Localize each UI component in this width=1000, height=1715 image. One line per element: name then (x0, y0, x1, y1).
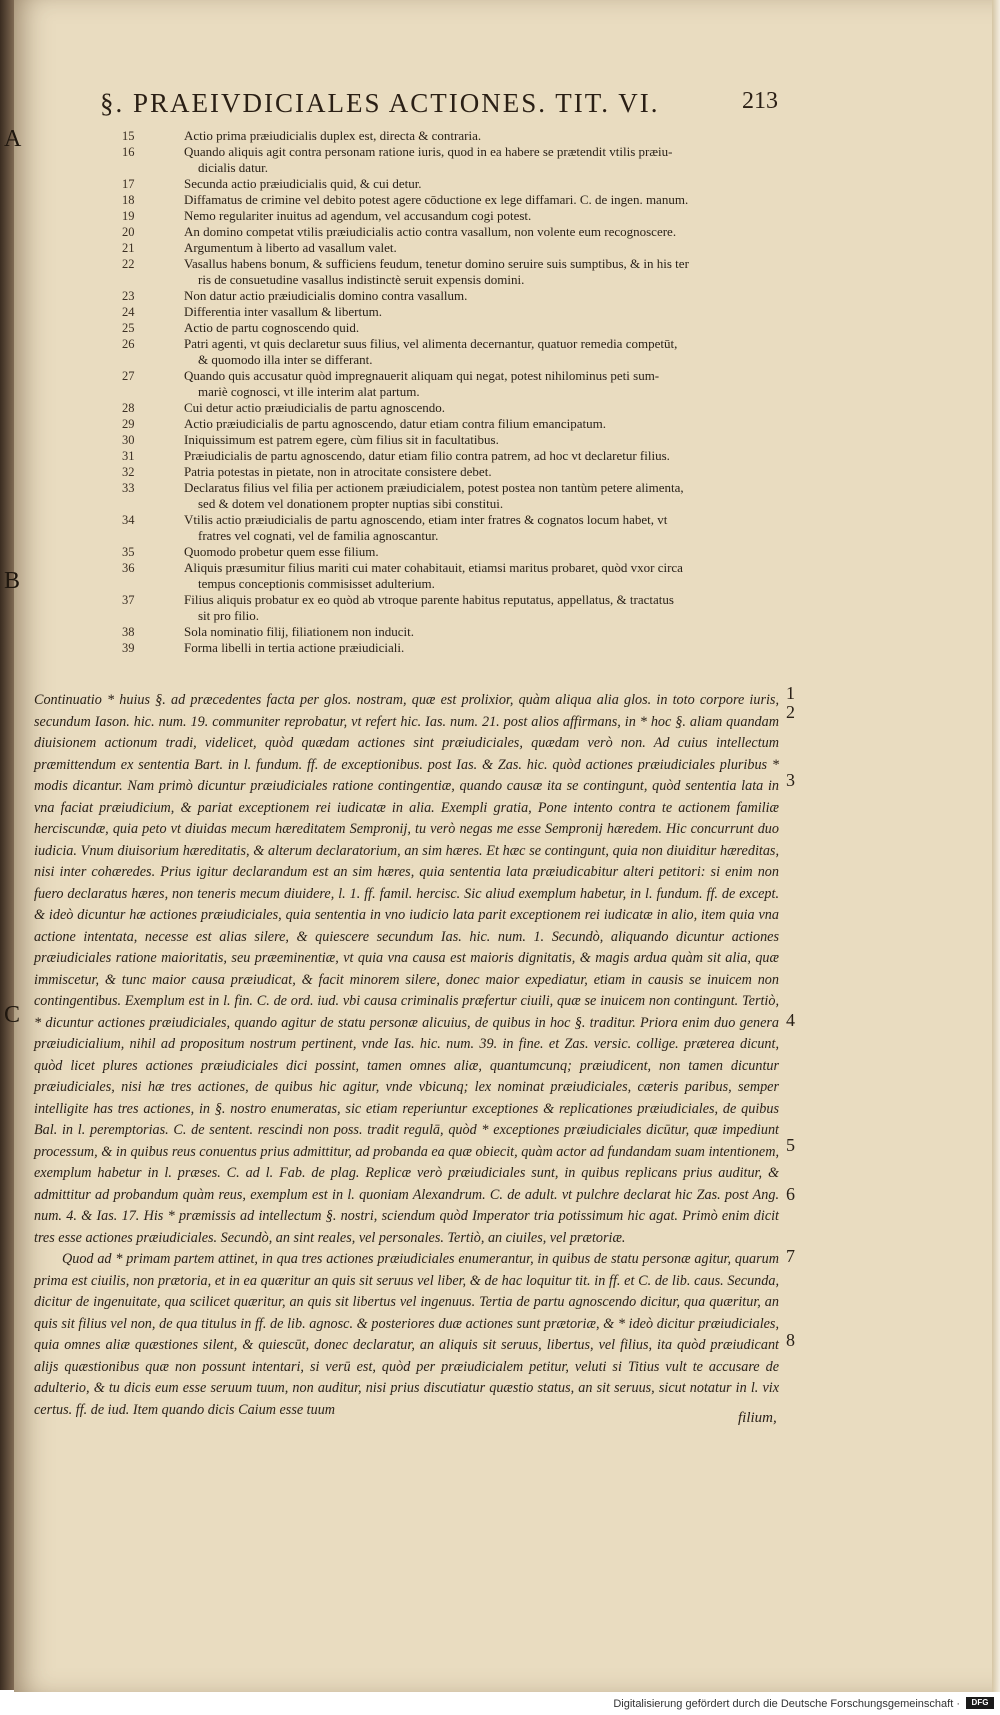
summary-entry (100, 368, 780, 400)
summary-entry (100, 240, 780, 256)
summary-text-line: Non datur actio præiudicialis domino contra vasallum. (184, 288, 468, 303)
summary-number: 26 (122, 337, 135, 351)
summary-entry (100, 560, 780, 592)
summary-text (184, 592, 780, 624)
summary-number: 23 (122, 289, 135, 303)
summary-number: 28 (122, 401, 135, 415)
margin-number-3: 3 (786, 770, 795, 790)
margin-number-8: 8 (786, 1330, 795, 1350)
summary-number: 19 (122, 209, 135, 223)
summary-number: 16 (122, 145, 135, 159)
summary-number: 24 (122, 305, 135, 319)
catchword: filium, (738, 1410, 777, 1426)
summary-text (184, 256, 780, 288)
summary-text (184, 368, 780, 400)
summary-text (184, 192, 780, 208)
summary-entry (100, 624, 780, 640)
summary-number: 38 (122, 625, 135, 639)
summary-text-line: Aliquis præsumitur filius mariti cui mater cohabitauit, etiamsi maritus probaret, quòd vxor circa (184, 560, 683, 575)
summary-text (184, 464, 780, 480)
summary-text-continuation: tempus conceptionis commisisset adulterium. (198, 576, 435, 591)
summary-text-line: Declaratus filius vel filia per actionem præiudicialem, potest postea non tantùm petere alimenta, (184, 480, 684, 495)
summary-text-line: Patri agenti, vt quis declaretur suus filius, vel alimenta decernantur, quatuor remedia competūt, (184, 336, 678, 351)
summary-entry (100, 432, 780, 448)
summary-number: 31 (122, 449, 135, 463)
summary-text (184, 400, 780, 416)
summary-number: 17 (122, 177, 135, 191)
margin-number-4: 4 (786, 1010, 795, 1030)
summary-text-line: Actio prima præiudicialis duplex est, directa & contraria. (184, 128, 482, 143)
summary-number: 20 (122, 225, 135, 239)
summary-text-continuation: dicialis datur. (198, 160, 269, 175)
margin-number-1: 1 (786, 683, 795, 703)
commentary-text (34, 690, 779, 1421)
summary-number: 27 (122, 369, 135, 383)
summary-number: 15 (122, 129, 135, 143)
summary-number: 36 (122, 561, 135, 575)
summary-entry (100, 512, 780, 544)
summary-entry (100, 464, 780, 480)
summary-text (184, 432, 780, 448)
summary-text-line: Quomodo probetur quem esse filium. (184, 544, 379, 559)
summary-number: 18 (122, 193, 135, 207)
margin-number-2: 2 (786, 702, 795, 722)
summary-text (184, 640, 780, 656)
summary-text-line: Præiudicialis de partu agnoscendo, datur etiam filio contra patrem, ad hoc vt declaretur filius. (184, 448, 670, 463)
summary-text-line: Filius aliquis probatur ex eo quòd ab vtroque parente habitus reputatus, appellatus, & tractatus (184, 592, 674, 607)
summary-entry (100, 640, 780, 656)
summary-text (184, 480, 780, 512)
summary-text-line: Actio præiudicialis de partu agnoscendo, datur etiam contra filium emancipatum. (184, 416, 607, 431)
summary-number: 21 (122, 241, 135, 255)
summary-text-line: Argumentum à liberto ad vasallum valet. (184, 240, 397, 255)
summary-text (184, 128, 780, 144)
summary-text-line: Nemo regulariter inuitus ad agendum, vel accusandum cogi potest. (184, 208, 532, 223)
summary-text-line: Diffamatus de crimine vel debito potest agere cōductione ex lege diffamari. C. de ingen. manum. (184, 192, 689, 207)
summary-number: 37 (122, 593, 135, 607)
summary-text (184, 224, 780, 240)
footer-credit: Digitalisierung gefördert durch die Deutsche Forschungsgemeinschaft · (613, 1698, 960, 1710)
summary-text-continuation: fratres vel cognati, vel de familia agnoscantur. (198, 528, 439, 543)
summary-entry (100, 288, 780, 304)
summary-number: 30 (122, 433, 135, 447)
summary-text-line: Cui detur actio præiudicialis de partu agnoscendo. (184, 400, 446, 415)
summary-entry (100, 176, 780, 192)
summary-text (184, 240, 780, 256)
margin-number-5: 5 (786, 1135, 795, 1155)
summary-text (184, 560, 780, 592)
summary-text (184, 624, 780, 640)
running-header: §. PRAEIVDICIALES ACTIONES. TIT. VI. (100, 88, 660, 118)
summary-entry (100, 480, 780, 512)
summary-number: 22 (122, 257, 135, 271)
page-number: 213 (742, 88, 778, 114)
margin-letter-c: C (4, 1002, 21, 1028)
summary-text (184, 336, 780, 368)
commentary-paragraph-1: Continuatio * huius §. ad præcedentes facta per glos. nostram, quæ est prolixior, quàm aliqua alia glos. in toto corpore iuris, secundum Iason. hic. num. 19. communiter reprobatur, vt refert hic. Ias. num. 21. post alios affirmans, in * hoc §. aliam quandam diuisionem actionum tradi, videlicet, quòd quædam actiones sint præiudiciales, quædam verò non. Ad cuius intellectum præmittendum ex sententia Bart. in l. fundum. ff. de exceptionibus. post Ias. & Zas. hic. quòd actiones præiudiciales pluribus * modis dicantur. Nam primò dicuntur præiudiciales ratione contingentiæ, quando causæ ita se contingunt, quòd sententia lata in vna faciat præiudicium, & pariat exceptionem rei iudicatæ in alia. Exempli gratia, Pone intento contra te actionem familiæ herciscundæ, quia peto vt diuidas mecum hæreditatem Sempronij, tu verò negas me esse Sempronij hæredem. Hic concurrunt duo iudicia. Vnum diuisorium hæreditatis, & alterum declaratorium, an sim hæres. Et hæc se contingunt, quia non diuiditur hæreditas, nisi inter cohæredes. Prius igitur declarandum est an sim hæres, quia sententia lata præiudicabitur alteri petitori: si enim non fuero declaratus hæres, non teneris mecum diuidere, l. 1. ff. famil. hercisc. Sic aliud exemplum habetur, in l. fundum. ff. de except. & ideò dicuntur hæ actiones præiudiciales, quia sententia in vno iudicio lata parit exceptionem rei iudicatæ in alio, item quia vna actione intentata, necesse est alias silere, & quiescere secundum Ias. hic. num. 1. Secundò, aliquando dicuntur actiones præiudiciales ratione maioritatis, seu præeminentiæ, vt quia vna causa est maioris dignitatis, & magis ardua quàm sit alia, quæ immiscetur, & tunc maior causa præiudicat, & facit minorem silere, donec maior expediatur, etiam in causis se inuicem non contingentibus. Exemplum est in l. fin. C. de ord. iud. vbi causa criminalis præfertur ciuili, quæ se inuicem non contingunt. Tertiò, * dicuntur actiones præiudiciales, quando agitur de statu personæ alicuius, de quibus in hoc §. traditur. Priora enim duo genera præiudicialium, nihil ad propositum nostrum pertinent, vnde Ias. hic. num. 39. in fine. et Zas. versic. collige. præterea dicunt, quòd licet plures actiones præiudiciales dici possint, tamen omnes aliæ, quantumcunq; præiudicent, non tamen dicuntur præiudiciales, nisi hæ tres actiones, de quibus hic agitur, vnde vbicunq; lex nominat præiudiciales, cæteris paribus, semper intelligite has tres actiones, in §. nostro enumeratas, sic etiam reperiuntur exceptiones & replicationes præiudiciales, de quibus Bal. in l. peremptorias. C. de sentent. rescindi non poss. tradit regulā, quòd * exceptiones præiudiciales dicūtur, quæ impediunt processum, & in quibus reus conuentus prius admittitur, ad probanda ea quæ obiecit, quàm actor ad fundandam suam intentionem, exemplum habetur in l. præses. C. ad l. Fab. de plag. Replicæ verò præiudiciales sunt, in quibus replicans prius auditur, & admittitur ad probandum quàm reus, exemplum est in l. quoniam Alexandrum. C. de adult. vt pulchre declarat hic Zas. post Ang. num. 4. & Ias. 17. His * præmissis ad intellectum §. nostri, sciendum quòd Imperator tria potissimum hic agat. Primò enim dicit tres esse actiones præiudiciales. Secundò, an sint reales, vel personales. Tertiò, an ciuiles, vel prætoriæ. (34, 692, 779, 1246)
page-edge (992, 0, 1000, 1692)
summary-entry (100, 208, 780, 224)
summary-entry (100, 416, 780, 432)
commentary-paragraph-2: Quod ad * primam partem attinet, in qua tres actiones præiudiciales enumerantur, in quibus de statu personæ agitur, quarum prima est ciuilis, non prætoria, et in ea quæritur an quis sit seruus vel liber, & de hac loquitur tit. in ff. et C. de lib. caus. Secunda, dicitur de ingenuitate, qua scilicet quæritur, an quis sit libertus vel ingenuus. Tertia de partu agnoscendo dicitur, qua quæritur, an quis sit filius vel non, de qua titulus in ff. de lib. agnosc. & posteriores duæ actiones sunt prætoriæ, & * ideò dicitur præiudiciales, quia omnes aliæ quæstiones silent, & quiescūt, donec declaratur, an aliquis sit seruus, libertus, vel filius, ita quòd præiudicant alijs quæstionibus quæ non possunt intentari, si verū est, quòd per præiudicialem petitur, veluti si Titius vult te accusare de adulterio, & tu dicis eum esse seruum tuum, non auditur, nisi prius discutiatur quæstio status, an sit seruus, sicut notatur in l. vix certus. ff. de iud. Item quando dicis Caium esse tuum (34, 1251, 779, 1418)
summary-text-line: Iniquissimum est patrem egere, cùm filius sit in facultatibus. (184, 432, 499, 447)
summary-entry (100, 304, 780, 320)
summary-text-continuation: sed & dotem vel donationem propter nuptias sibi constitui. (198, 496, 504, 511)
summary-text-line: Forma libelli in tertia actione præiudiciali. (184, 640, 405, 655)
summary-entry (100, 192, 780, 208)
summary-text-line: Differentia inter vasallum & libertum. (184, 304, 382, 319)
margin-letter-b: B (4, 568, 21, 594)
summary-text-continuation: ris de consuetudine vasallus indistinctè seruit expensis domini. (198, 272, 525, 287)
summary-text-continuation: & quomodo illa inter se differant. (198, 352, 373, 367)
summary-text-line: An domino competat vtilis præiudicialis actio contra vasallum, non volente eum recognoscere. (184, 224, 677, 239)
summary-text-continuation: sit pro filio. (198, 608, 260, 623)
summary-text-line: Vtilis actio præiudicialis de partu agnoscendo, etiam inter fratres & cognatos locum habet, vt (184, 512, 668, 527)
summary-text (184, 304, 780, 320)
summary-number: 34 (122, 513, 135, 527)
summary-entry (100, 592, 780, 624)
summary-text (184, 416, 780, 432)
summary-text-line: Vasallus habens bonum, & sufficiens feudum, tenetur domino seruire suis sumptibus, & in his ter (184, 256, 689, 271)
summary-text (184, 512, 780, 544)
summary-text (184, 544, 780, 560)
summary-entry (100, 224, 780, 240)
summary-number: 33 (122, 481, 135, 495)
summary-text (184, 320, 780, 336)
summary-entry (100, 448, 780, 464)
summary-entry (100, 128, 780, 144)
summary-text (184, 176, 780, 192)
summary-text (184, 448, 780, 464)
summary-number: 25 (122, 321, 135, 335)
summary-text-line: Quando quis accusatur quòd impregnauerit aliquam qui negat, potest nihilominus peti sum- (184, 368, 660, 383)
summary-list (100, 128, 780, 656)
footer-bar (0, 1692, 1000, 1715)
summary-text-line: Sola nominatio filij, filiationem non inducit. (184, 624, 415, 639)
summary-number: 29 (122, 417, 135, 431)
summary-text-line: Actio de partu cognoscendo quid. (184, 320, 360, 335)
summary-entry (100, 256, 780, 288)
summary-entry (100, 320, 780, 336)
summary-text-continuation: mariè cognosci, vt ille interim alat partum. (198, 384, 420, 399)
margin-number-7: 7 (786, 1246, 795, 1266)
margin-letter-a: A (4, 126, 22, 152)
summary-text (184, 288, 780, 304)
summary-text-line: Secunda actio præiudicialis quid, & cui detur. (184, 176, 422, 191)
summary-text (184, 144, 780, 176)
summary-entry (100, 400, 780, 416)
summary-entry (100, 144, 780, 176)
margin-number-6: 6 (786, 1184, 795, 1204)
dfg-logo: DFG (966, 1697, 994, 1709)
summary-number: 32 (122, 465, 135, 479)
summary-number: 35 (122, 545, 135, 559)
summary-text-line: Quando aliquis agit contra personam ratione iuris, quod in ea habere se prætendit vtilis præiu- (184, 144, 673, 159)
summary-entry (100, 336, 780, 368)
summary-text (184, 208, 780, 224)
summary-number: 39 (122, 641, 135, 655)
summary-text-line: Patria potestas in pietate, non in atrocitate consistere debet. (184, 464, 492, 479)
summary-entry (100, 544, 780, 560)
